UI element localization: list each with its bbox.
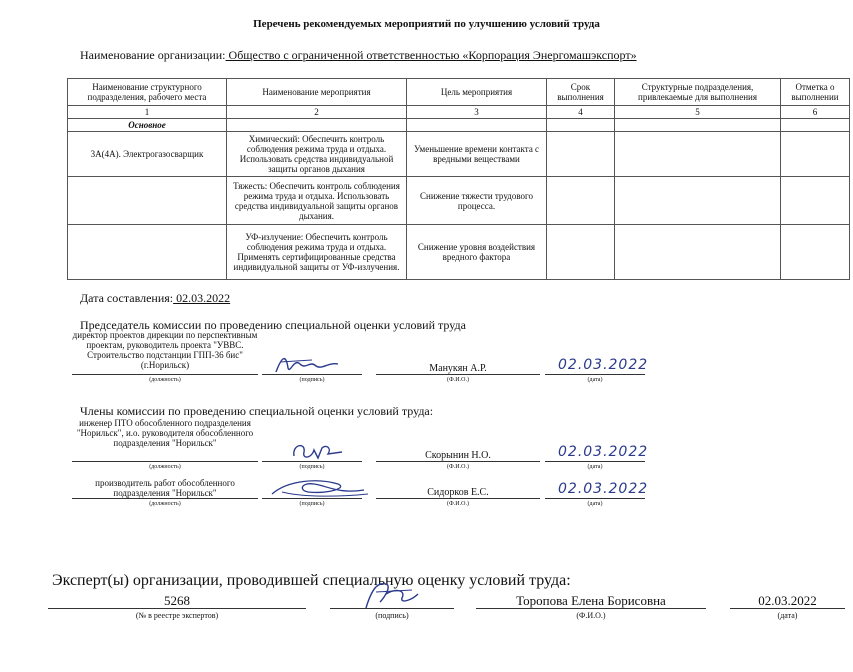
measure-cell: УФ-излучение: Обеспечить контроль соблюдения режима труда и отдыха. Применять сертифицированные средства индивидуальной защиты от УФ-излучения. xyxy=(227,225,407,280)
organization-name: Общество с ограниченной ответственностью «Корпорация Энергомашэкспорт» xyxy=(225,48,637,62)
chairman-name: Манукян А.Р. xyxy=(429,363,487,374)
date-compiled-label: Дата составления: xyxy=(80,291,174,305)
col-number: 1 xyxy=(68,106,227,119)
workplace-cell xyxy=(68,225,227,280)
caption-position: (должность) xyxy=(149,464,181,470)
goal-cell: Снижение тяжести трудового процесса. xyxy=(407,177,547,225)
col-number: 3 xyxy=(407,106,547,119)
chairman-position: директор проектов дирекции по перспективным проектам, руководитель проекта "УВВС. Строительство подстанции ГПП-36 бис" (г.Норильск) xyxy=(72,330,258,370)
header-departments: Структурные подразделения, привлекаемые для выполнения xyxy=(615,79,781,106)
table-row xyxy=(68,177,850,225)
table-header-row xyxy=(68,79,850,106)
measure-cell: Химический: Обеспечить контроль соблюдения режима труда и отдыха. Использовать средства индивидуальной защиты органов дыхания xyxy=(227,132,407,177)
caption-fio: (Ф.И.О.) xyxy=(576,611,606,620)
member-position: производитель работ обособленного подразделения "Норильск" xyxy=(95,478,235,498)
caption-signature: (подпись) xyxy=(299,377,325,383)
member-date: 02.03.2022 xyxy=(558,444,649,460)
header-place: Наименование структурного подразделения, рабочего места xyxy=(68,79,227,106)
expert-heading: Эксперт(ы) организации, проводившей специальную оценку условий труда: xyxy=(52,572,571,589)
caption-signature: (подпись) xyxy=(299,501,325,507)
caption-registry: (№ в реестре экспертов) xyxy=(135,611,219,620)
member-name: Сидорков Е.С. xyxy=(427,487,489,498)
expert-date: 02.03.2022 xyxy=(758,593,817,608)
member-date: 02.03.2022 xyxy=(558,481,649,497)
table-group-row xyxy=(68,119,850,132)
header-completion: Отметка о выполнении xyxy=(781,79,850,106)
member-name: Скорынин Н.О. xyxy=(425,450,491,461)
chairman-heading: Председатель комиссии по проведению специальной оценки условий труда xyxy=(80,318,466,332)
header-measure: Наименование мероприятия xyxy=(227,79,407,106)
caption-date: (дата) xyxy=(587,377,603,383)
table-number-row xyxy=(68,106,850,119)
organization-line xyxy=(80,48,637,63)
col-number: 2 xyxy=(227,106,407,119)
col-number: 6 xyxy=(781,106,850,119)
caption-fio: (Ф.И.О.) xyxy=(447,464,469,470)
goal-cell: Снижение уровня воздействия вредного фактора xyxy=(407,225,547,280)
expert-signature xyxy=(356,578,426,612)
document-title: Перечень рекомендуемых мероприятий по улучшению условий труда xyxy=(253,18,600,30)
chairman-date: 02.03.2022 xyxy=(558,357,649,373)
expert-registry-number: 5268 xyxy=(164,593,190,608)
workplace-cell xyxy=(68,177,227,225)
date-compiled xyxy=(80,291,230,306)
date-compiled-value: 02.03.2022 xyxy=(173,291,231,305)
caption-signature: (подпись) xyxy=(375,611,409,620)
caption-position: (должность) xyxy=(149,501,181,507)
caption-date: (дата) xyxy=(777,611,798,620)
col-number: 4 xyxy=(547,106,615,119)
organization-label: Наименование организации: xyxy=(80,48,226,62)
col-number: 5 xyxy=(615,106,781,119)
caption-date: (дата) xyxy=(587,501,603,507)
measure-cell: Тяжесть: Обеспечить контроль соблюдения режима труда и отдыха. Использовать средства индивидуальной защиты органов дыхания. xyxy=(227,177,407,225)
caption-signature: (подпись) xyxy=(299,464,325,470)
caption-fio: (Ф.И.О.) xyxy=(447,501,469,507)
caption-fio: (Ф.И.О.) xyxy=(447,377,469,383)
table-row xyxy=(68,225,850,280)
table-row xyxy=(68,132,850,177)
member-position: инженер ПТО обособленного подразделения "Норильск", и.о. руководителя обособленного подразделения "Норильск" xyxy=(76,418,254,448)
workplace-cell: 3А(4А). Электрогазосварщик xyxy=(68,132,227,177)
header-goal: Цель мероприятия xyxy=(407,79,547,106)
caption-date: (дата) xyxy=(587,464,603,470)
expert-name: Торопова Елена Борисовна xyxy=(516,593,666,608)
header-deadline: Срок выполнения xyxy=(547,79,615,106)
caption-position: (должность) xyxy=(149,377,181,383)
measures-table xyxy=(67,78,850,280)
goal-cell: Уменьшение времени контакта с вредными веществами xyxy=(407,132,547,177)
group-label: Основное xyxy=(68,119,227,132)
members-heading: Члены комиссии по проведению специальной оценки условий труда: xyxy=(80,404,434,418)
